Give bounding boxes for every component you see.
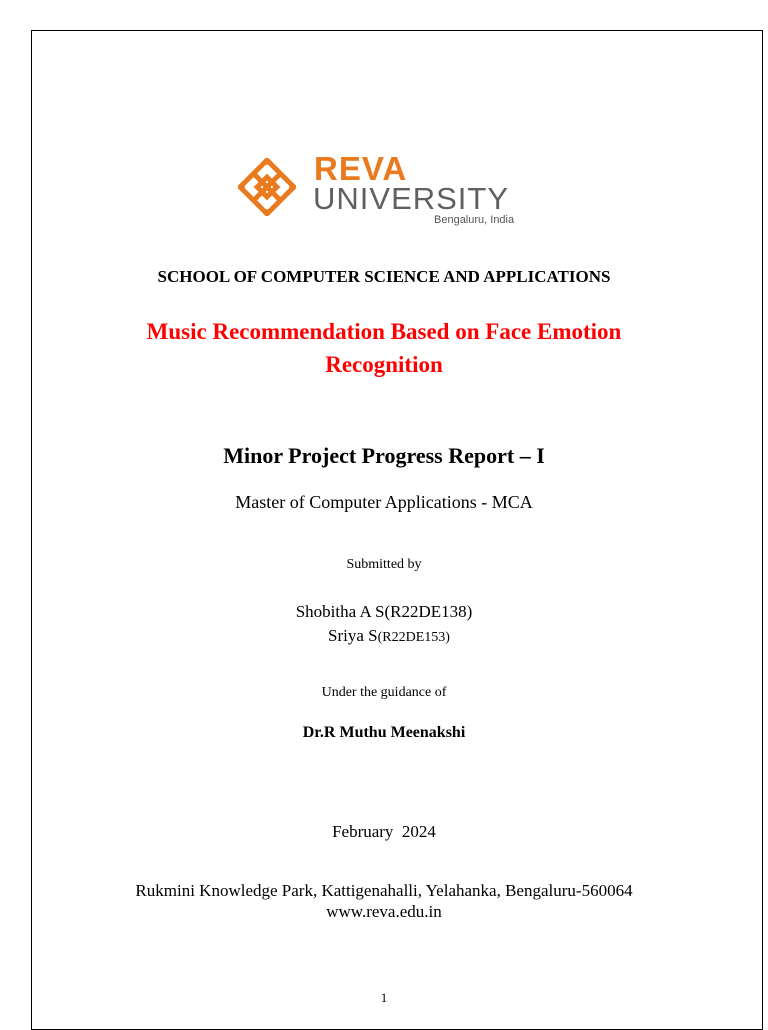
student-2-id: (R22DE153)	[377, 630, 450, 645]
student-2	[5, 626, 768, 646]
address-line: Rukmini Knowledge Park, Kattigenahalli, Yelahanka, Bengaluru-560064	[135, 881, 633, 900]
project-title-line-2: Recognition	[325, 352, 443, 377]
degree-name: Master of Computer Applications - MCA	[235, 492, 533, 512]
submitted-by-label: Submitted by	[346, 557, 422, 572]
student-1-name: Shobitha A S(R22DE138)	[295, 602, 473, 621]
logo-location: Bengaluru, India	[434, 214, 515, 226]
school-name: SCHOOL OF COMPUTER SCIENCE AND APPLICATIONS	[157, 267, 611, 286]
address-block	[0, 880, 768, 922]
page-number: 1	[380, 990, 388, 1005]
logo-wordmark-reva: REVA	[314, 150, 408, 187]
student-2-name: Sriya S	[328, 626, 378, 645]
reva-knot-emblem-icon	[238, 158, 296, 216]
report-type: Minor Project Progress Report – I	[223, 443, 545, 468]
reva-university-logo	[238, 152, 518, 232]
logo-wordmark-university: UNIVERSITY	[313, 181, 510, 216]
project-title	[0, 315, 768, 381]
guide-name: Dr.R Muthu Meenakshi	[302, 724, 466, 741]
guidance-label: Under the guidance of	[321, 685, 447, 700]
website-url: www.reva.edu.in	[326, 902, 442, 921]
submission-date: February 2024	[332, 822, 436, 841]
project-title-line-1: Music Recommendation Based on Face Emotion	[146, 319, 622, 344]
